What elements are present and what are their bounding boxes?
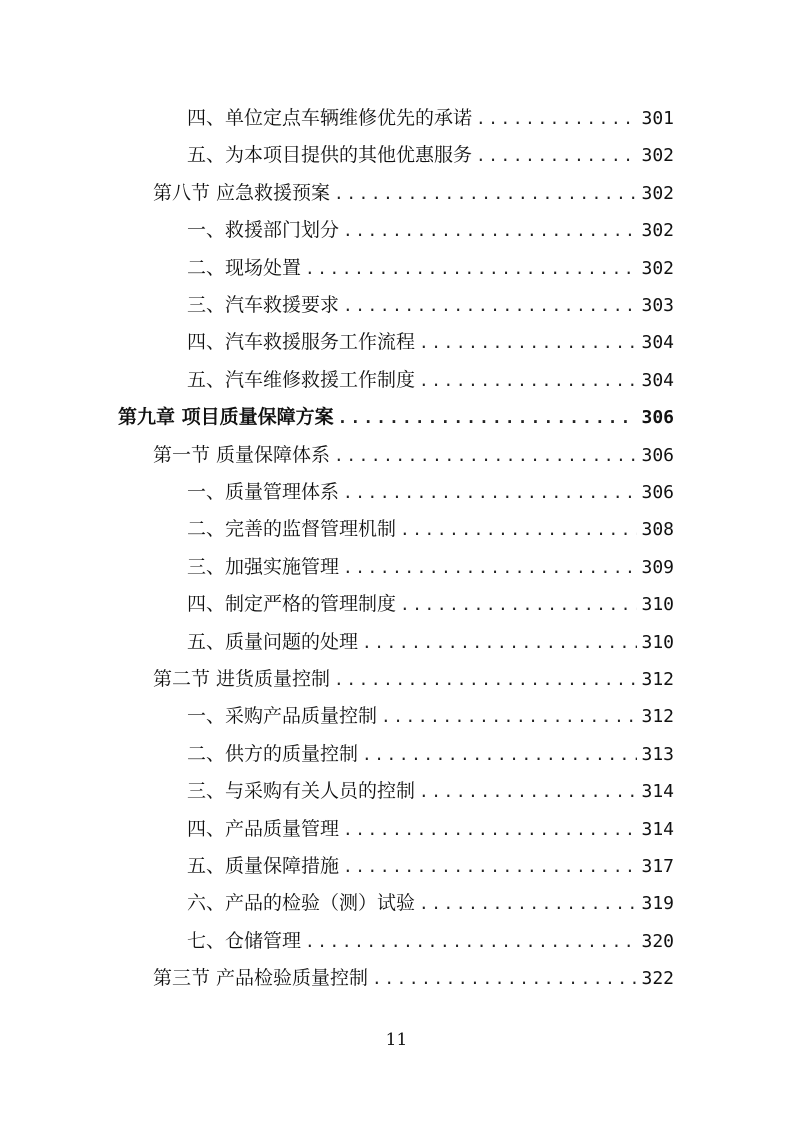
toc-entry-title: 第九章 项目质量保障方案 [118, 406, 334, 429]
toc-entry[interactable] [187, 250, 674, 287]
toc-entry-page: 310 [641, 594, 674, 616]
toc-dot-leader [343, 848, 637, 885]
toc-entry-title: 六、产品的检验（测）试验 [187, 892, 416, 915]
toc-entry-title: 二、现场处置 [187, 256, 302, 279]
toc-entry[interactable] [187, 736, 674, 773]
toc-entry[interactable] [118, 399, 674, 436]
toc-dot-leader [343, 287, 637, 324]
toc-entry[interactable] [187, 923, 674, 960]
toc-entry-page: 312 [641, 706, 674, 728]
toc-dot-leader [334, 661, 637, 698]
toc-entry-page: 306 [641, 407, 674, 429]
toc-dot-leader [419, 885, 637, 922]
toc-entry[interactable] [187, 848, 674, 885]
toc-entry-page: 313 [641, 743, 674, 765]
toc-entry-page: 317 [641, 856, 674, 877]
toc-entry-title: 五、质量问题的处理 [187, 630, 359, 653]
toc-dot-leader [419, 324, 637, 361]
toc-entry-page: 309 [641, 556, 674, 578]
toc-entry-title: 二、完善的监督管理机制 [187, 518, 397, 541]
toc-entry-page: 301 [641, 108, 674, 129]
toc-entry-page: 306 [641, 444, 674, 466]
toc-entry[interactable] [187, 362, 674, 399]
toc-entry-page: 312 [641, 669, 674, 690]
toc-dot-leader [305, 923, 637, 960]
toc-entry-page: 314 [641, 781, 674, 803]
toc-dot-leader [476, 137, 637, 174]
toc-dot-leader [343, 549, 637, 586]
toc-entry-title: 五、为本项目提供的其他优惠服务 [187, 144, 473, 167]
toc-dot-leader [334, 175, 637, 212]
toc-entry-page: 304 [641, 369, 674, 391]
toc-entry[interactable] [187, 549, 674, 586]
toc-entry-title: 第二节 进货质量控制 [153, 668, 331, 690]
toc-dot-leader [343, 474, 637, 511]
toc-entry-title: 第一节 质量保障体系 [153, 443, 331, 466]
toc-dot-leader [343, 811, 637, 848]
toc-entry-title: 三、与采购有关人员的控制 [187, 780, 416, 803]
toc-entry-page: 303 [641, 295, 674, 316]
toc-entry-title: 一、质量管理体系 [187, 481, 340, 503]
toc-dot-leader [343, 212, 637, 249]
toc-dot-leader [400, 586, 637, 623]
toc-dot-leader [372, 960, 637, 997]
toc-dot-leader [334, 437, 637, 474]
toc-entry-title: 五、质量保障措施 [187, 855, 340, 877]
toc-dot-leader [381, 698, 637, 735]
toc-entry-page: 308 [641, 519, 674, 541]
toc-entry[interactable] [187, 474, 674, 511]
toc-dot-leader [362, 624, 637, 661]
toc-entry[interactable] [153, 175, 674, 212]
toc-entry-page: 304 [641, 332, 674, 354]
toc-entry[interactable] [187, 885, 674, 922]
toc-entry-page: 302 [641, 145, 674, 167]
toc-entry[interactable] [187, 698, 674, 735]
toc-dot-leader [419, 773, 637, 810]
toc-entry-page: 302 [641, 182, 674, 204]
toc-dot-leader [338, 399, 638, 436]
toc-dot-leader [305, 250, 637, 287]
toc-entry-title: 一、采购产品质量控制 [187, 705, 378, 728]
toc-entry-title: 四、汽车救援服务工作流程 [187, 331, 416, 354]
toc-entry-title: 三、汽车救援要求 [187, 294, 340, 316]
toc-entry-title: 三、加强实施管理 [187, 555, 340, 578]
toc-dot-leader [419, 362, 637, 399]
toc-entry-page: 306 [641, 482, 674, 503]
toc-entry-title: 第八节 应急救援预案 [153, 181, 331, 204]
toc-entry[interactable] [187, 137, 674, 174]
toc-entry[interactable] [187, 811, 674, 848]
toc-entry[interactable] [187, 212, 674, 249]
toc-entry[interactable] [187, 100, 674, 137]
toc-entry-title: 五、汽车维修救援工作制度 [187, 368, 416, 391]
toc-dot-leader [476, 100, 637, 137]
toc-entry-page: 302 [641, 220, 674, 242]
toc-entry[interactable] [187, 773, 674, 810]
toc-entry[interactable] [187, 586, 674, 623]
toc-entry-title: 二、供方的质量控制 [187, 742, 359, 765]
toc-entry-page: 320 [641, 930, 674, 952]
page-number: 11 [385, 1030, 408, 1050]
toc-entry-title: 七、仓储管理 [187, 929, 302, 952]
toc-entry[interactable] [187, 324, 674, 361]
toc-dot-leader [362, 736, 637, 773]
toc-entry-title: 第三节 产品检验质量控制 [153, 967, 369, 990]
toc-entry[interactable] [153, 661, 674, 698]
toc-entry-page: 319 [641, 893, 674, 915]
toc-entry-page: 310 [641, 631, 674, 653]
toc-entry[interactable] [187, 624, 674, 661]
toc-entry-title: 四、制定严格的管理制度 [187, 593, 397, 616]
toc-entry-page: 322 [641, 968, 674, 990]
toc-dot-leader [400, 511, 637, 548]
toc-entry[interactable] [187, 287, 674, 324]
toc-entry-title: 四、单位定点车辆维修优先的承诺 [187, 107, 473, 129]
toc-entry-title: 四、产品质量管理 [187, 817, 340, 840]
toc-entry-page: 302 [641, 257, 674, 279]
toc-entry[interactable] [153, 437, 674, 474]
toc-entry[interactable] [153, 960, 674, 997]
toc-entry-page: 314 [641, 818, 674, 840]
toc-entry[interactable] [187, 511, 674, 548]
toc-entry-title: 一、救援部门划分 [187, 219, 340, 242]
